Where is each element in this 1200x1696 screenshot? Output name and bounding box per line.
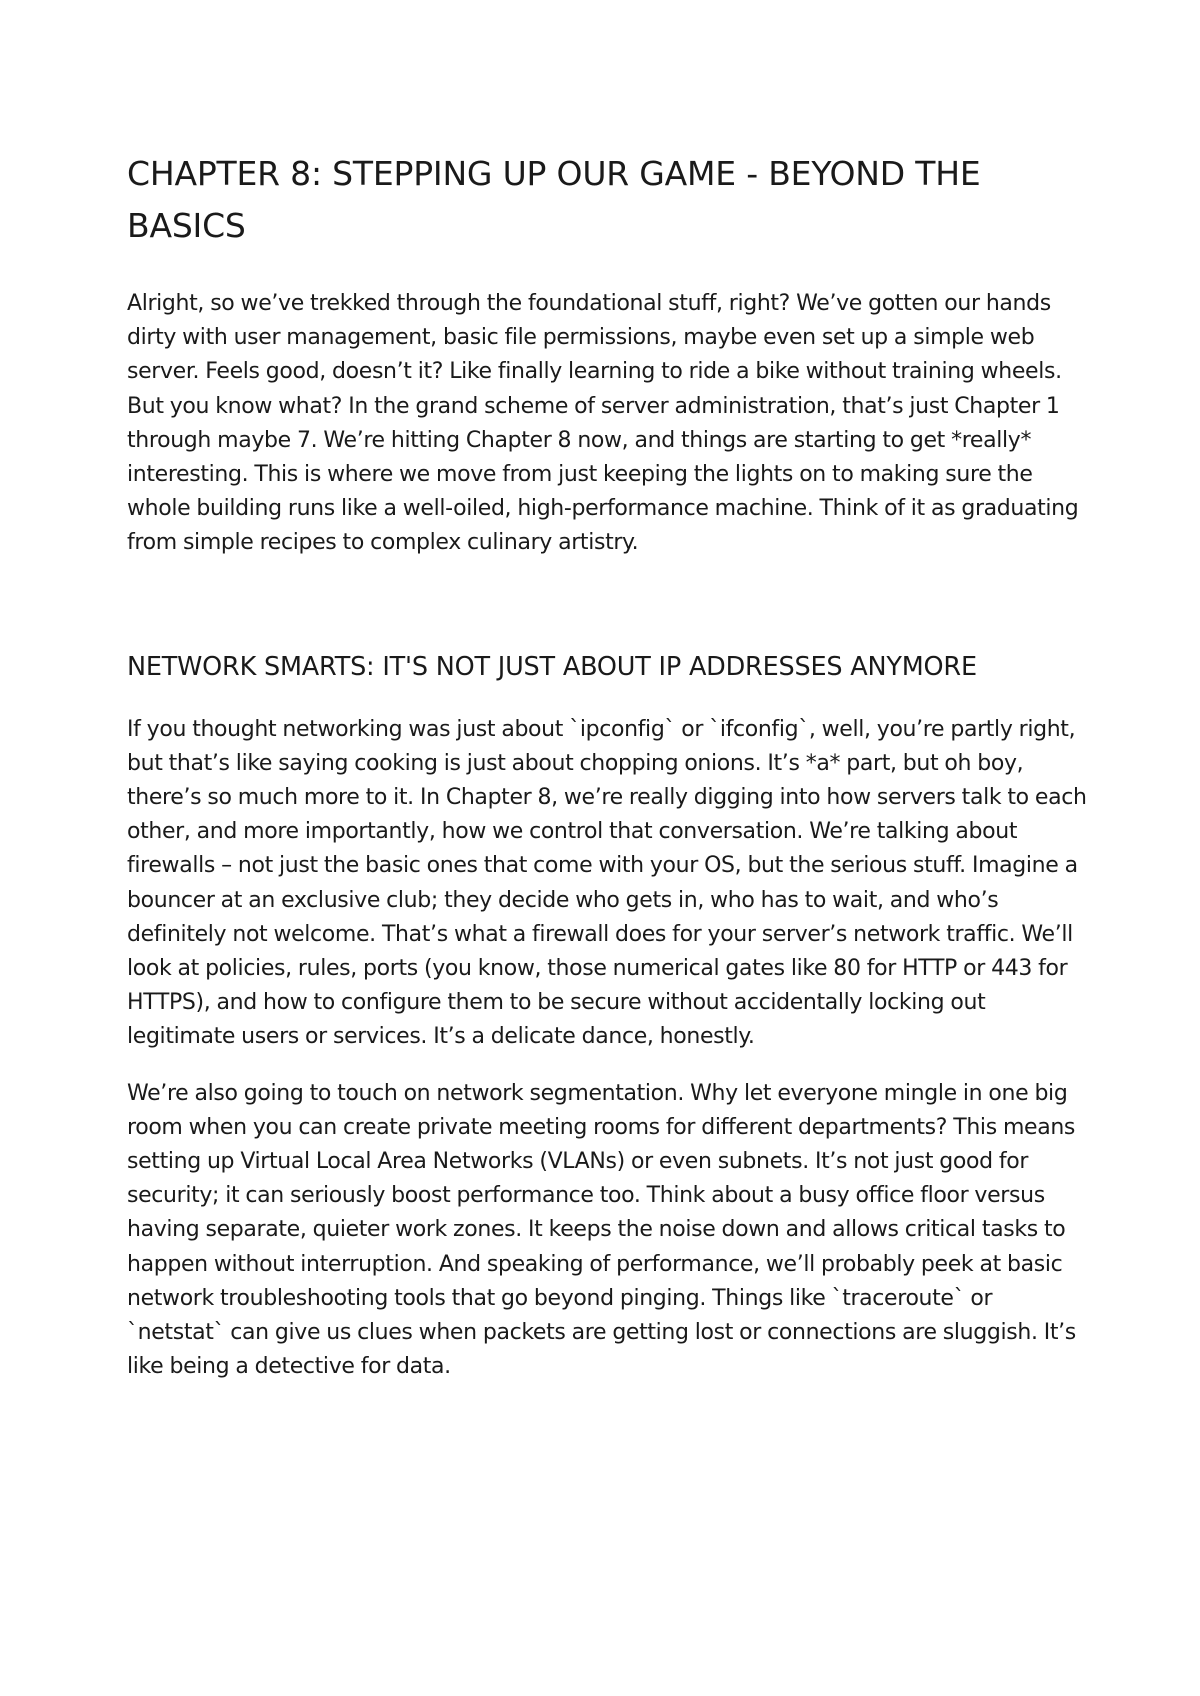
intro-paragraph: Alright, so we’ve trekked through the foundational stuff, right? We’ve gotten our hands dirty with user management, basic file permissions, maybe even set up a simple web server. Feels good, doesn’t it? Like finally learning to ride a bike without training wheels. But you know what? In the grand scheme of server administration, that’s just Chapter 1 through maybe 7. We’re hitting Chapter 8 now, and things are starting to get *really* interesting. This is where we move from just keeping the lights on to making sure the whole building runs like a well-oiled, high-performance machine. Think of it as graduating from simple recipes to complex culinary artistry.	[127, 291, 1079, 556]
chapter-title: CHAPTER 8: STEPPING UP OUR GAME - BEYOND THE BASICS	[127, 154, 981, 245]
section-paragraph-segmentation: We’re also going to touch on network segmentation. Why let everyone mingle in one big room when you can create private meeting rooms for different departments? This means setting up Virtual Local Area Networks (VLANs) or even subnets. It’s not just good for security; it can seriously boost performance too. Think about a busy office floor versus having separate, quieter work zones. It keeps the noise down and allows critical tasks to happen without interruption. And speaking of performance, we’ll probably peek at basic network troubleshooting tools that go beyond pinging. Things like `traceroute` or `netstat` can give us clues when packets are getting lost or connections are sluggish. It’s like being a detective for data.	[127, 1080, 1076, 1380]
section-heading: NETWORK SMARTS: IT'S NOT JUST ABOUT IP ADDRESSES ANYMORE	[127, 651, 977, 682]
document-page	[127, 148, 1087, 1384]
section-paragraph-firewalls: If you thought networking was just about `ipconfig` or `ifconfig`, well, you’re partly right, but that’s like saying cooking is just about chopping onions. It’s *a* part, but oh boy, there’s so much more to it. In Chapter 8, we’re really digging into how servers talk to each other, and more importantly, how we control that conversation. We’re talking about firewalls – not just the basic ones that come with your OS, but the serious stuff. Imagine a bouncer at an exclusive club; they decide who gets in, who has to wait, and who’s definitely not welcome. That’s what a firewall does for your server’s network traffic. We’ll look at policies, rules, ports (you know, those numerical gates like 80 for HTTP or 443 for HTTPS), and how to configure them to be secure without accidentally locking out legitimate users or services. It’s a delicate dance, honestly.	[127, 716, 1087, 1050]
